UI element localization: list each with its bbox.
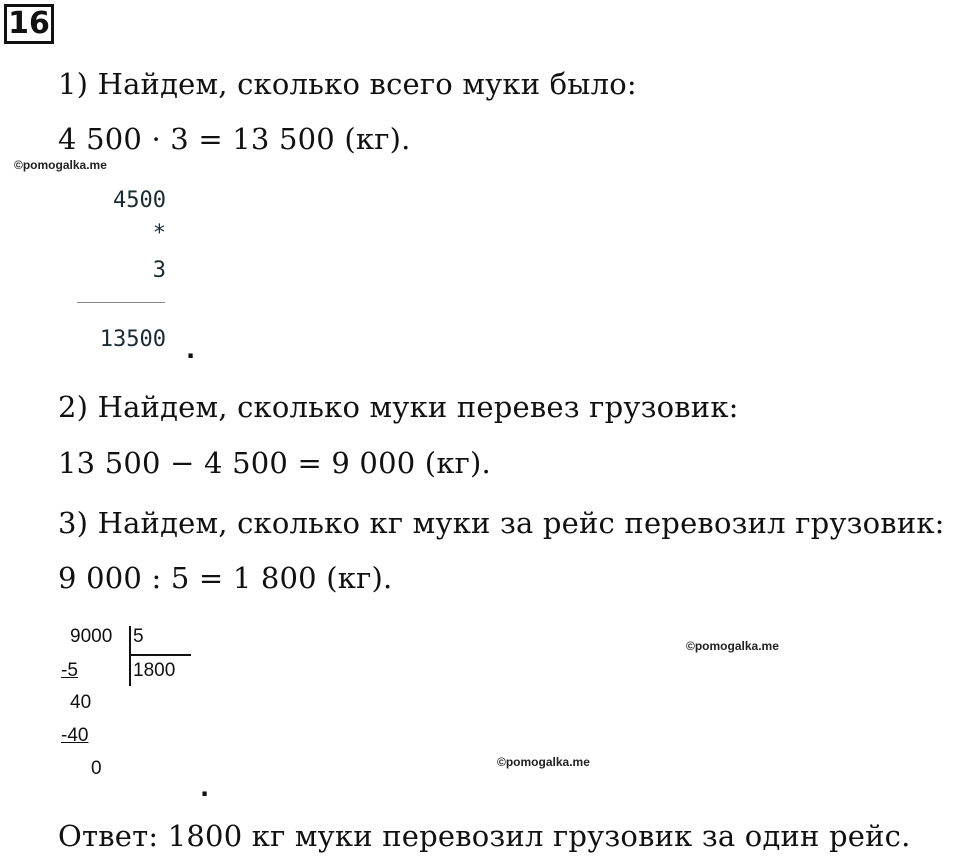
watermark: ©pomogalka.me (497, 755, 590, 769)
step-1-heading: 1) Найдем, сколько всего муки было: (58, 67, 637, 101)
subtract-1: -5 (61, 660, 78, 681)
step-3-heading: 3) Найдем, сколько кг муки за рейс перевозил грузовик: (58, 506, 945, 540)
step-2-heading: 2) Найдем, сколько муки перевез грузовик: (58, 390, 739, 424)
product: 13500 (99, 327, 166, 352)
task-number: 16 (4, 4, 54, 44)
subtract-2: -40 (61, 725, 89, 746)
step-3-formula: 9 000 : 5 = 1 800 (кг). (58, 561, 393, 595)
step-1-formula: 4 500 · 3 = 13 500 (кг). (58, 122, 411, 156)
dividend: 9000 (70, 626, 113, 647)
dot-mark: . (200, 774, 210, 802)
remainder-1: 40 (70, 692, 92, 713)
dot-mark: . (186, 336, 196, 364)
watermark: ©pomogalka.me (14, 158, 107, 172)
watermark: ©pomogalka.me (686, 639, 779, 653)
multiplicand: 4500 (113, 188, 166, 213)
quotient: 1800 (133, 660, 176, 681)
multiply-operator: * (152, 221, 166, 246)
step-2-formula: 13 500 − 4 500 = 9 000 (кг). (58, 446, 491, 480)
division-vertical-line (129, 626, 131, 686)
remainder-2: 0 (91, 758, 102, 779)
result-line (77, 302, 165, 303)
multiplier: 3 (152, 258, 166, 283)
answer: Ответ: 1800 кг муки перевозил грузовик за один рейс. (58, 819, 911, 853)
divisor: 5 (133, 626, 144, 647)
division-horizontal-line (129, 654, 191, 656)
